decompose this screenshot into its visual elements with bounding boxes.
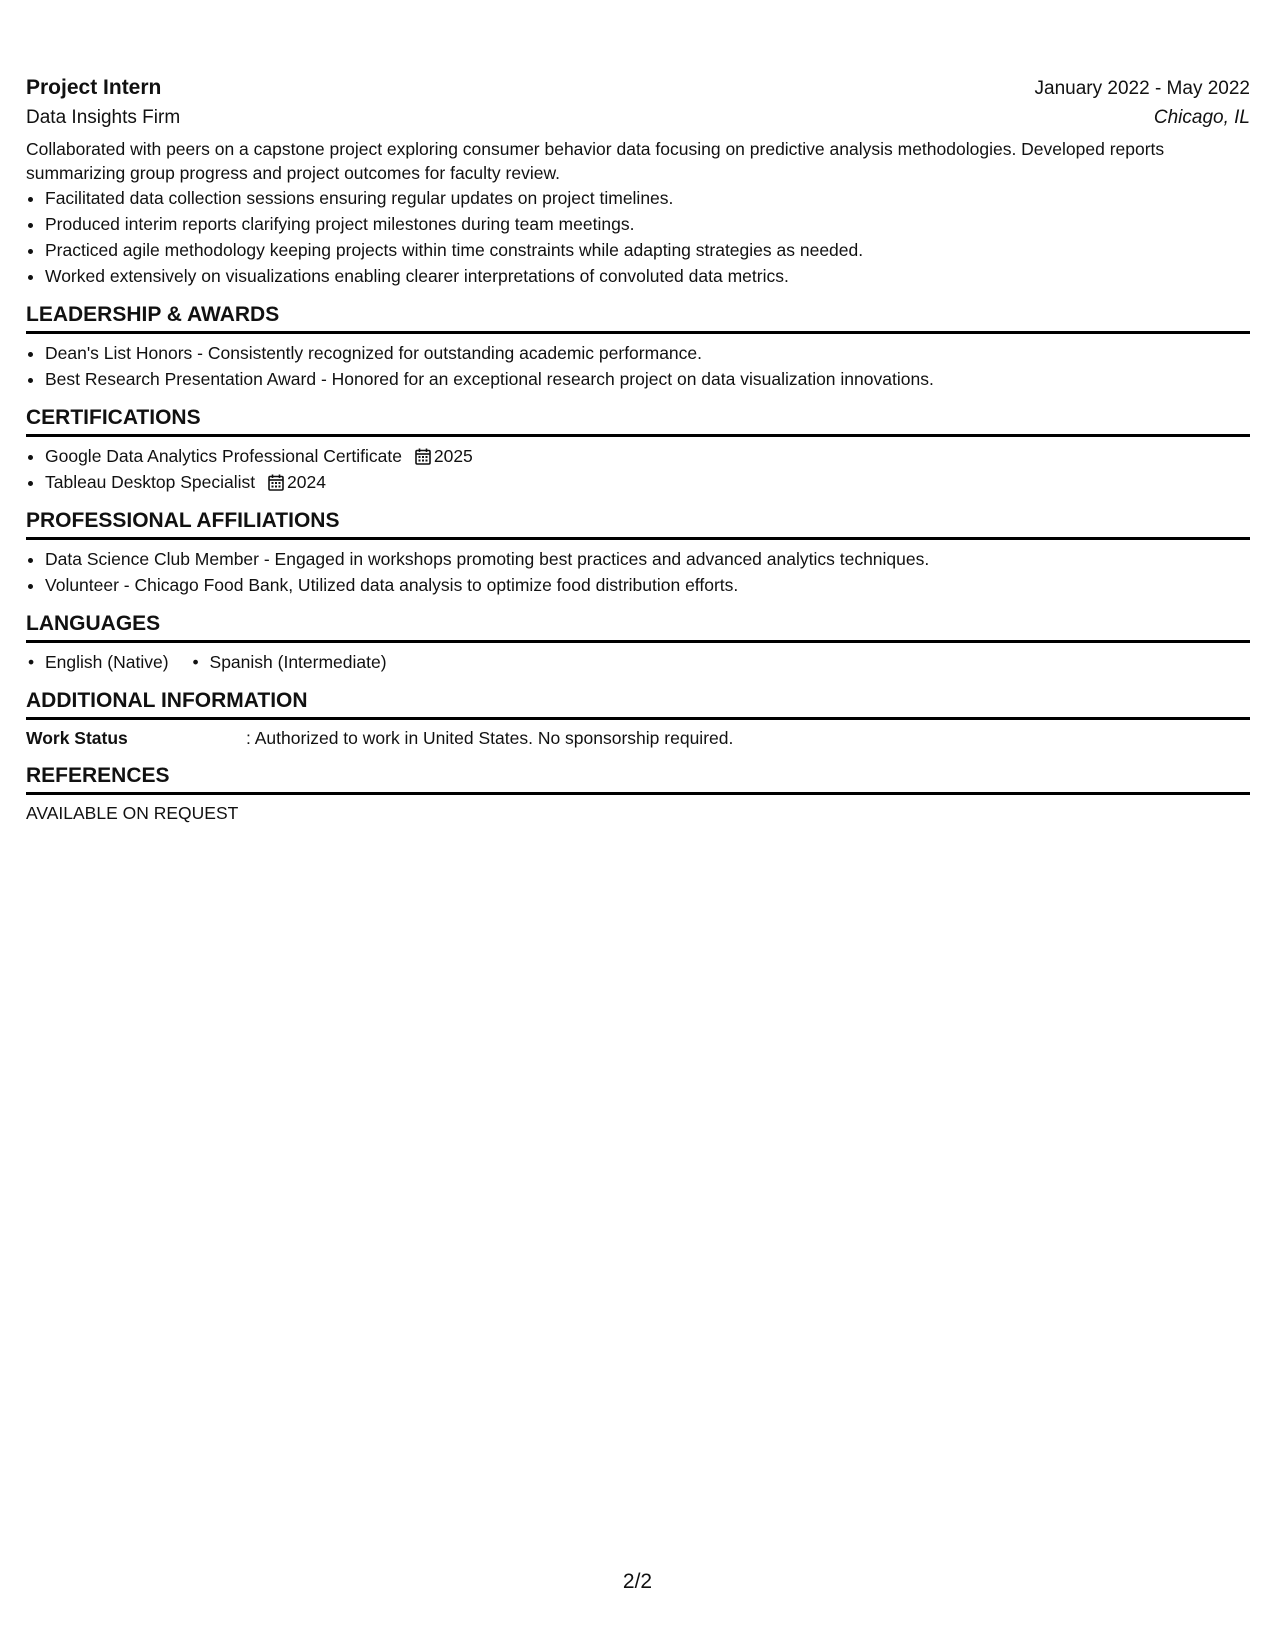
certification-item [45,469,1250,495]
language-item: • Spanish (Intermediate) [191,649,387,675]
calendar-icon [268,474,284,491]
references-text: AVAILABLE ON REQUEST [26,803,239,823]
job-location: Chicago, IL [1153,107,1250,128]
certification-name: Tableau Desktop Specialist [45,472,256,492]
references-section [26,764,1250,825]
section-title: ADDITIONAL INFORMATION [26,689,1250,720]
section-title: REFERENCES [26,764,1250,795]
section-title: LANGUAGES [26,612,1250,643]
job-dates: January 2022 - May 2022 [1034,78,1250,99]
job-bullet: • Practiced agile methodology keeping projects within time constraints while adapting strategies as needed. [45,237,1250,263]
work-status-label: Work Status [26,728,128,748]
job-title: Project Intern [26,76,162,99]
language-item: • English (Native) [26,649,169,675]
job-company: Data Insights Firm [26,107,181,128]
job-subheader [26,107,1250,129]
affiliations-list [26,546,1250,598]
work-status-value: : Authorized to work in United States. No sponsorship required. [246,728,734,748]
languages-section [26,612,1250,675]
experience-entry [26,76,1250,289]
job-bullet: • Facilitated data collection sessions ensuring regular updates on project timelines. [45,185,1250,211]
calendar-icon [415,448,431,465]
job-bullet: • Produced interim reports clarifying project milestones during team meetings. [45,211,1250,237]
job-summary: Collaborated with peers on a capstone project exploring consumer behavior data focusing on predictive analysis methodologies. Developed reports summarizing group progress and project outcomes for faculty review. [26,139,1165,183]
job-bullet: • Worked extensively on visualizations enabling clearer interpretations of convoluted data metrics. [45,263,1250,289]
leadership-list [26,340,1250,392]
list-item: • Volunteer - Chicago Food Bank, Utilized data analysis to optimize food distribution efforts. [45,572,1250,598]
languages-list [26,649,1250,675]
job-header [26,76,1250,100]
resume-page [26,76,1250,825]
certifications-section [26,406,1250,495]
leadership-section [26,303,1250,392]
certification-year: 2024 [287,472,326,492]
section-title: PROFESSIONAL AFFILIATIONS [26,509,1250,540]
certification-name: Google Data Analytics Professional Certificate [45,446,402,466]
additional-info-section [26,689,1250,750]
certification-year: 2025 [433,446,473,466]
list-item: • Best Research Presentation Award - Honored for an exceptional research project on data visualization innovations. [45,366,1250,392]
work-status-row [26,726,1250,750]
section-title: CERTIFICATIONS [26,406,1250,437]
affiliations-section [26,509,1250,598]
list-item: • Dean's List Honors - Consistently recognized for outstanding academic performance. [45,340,1250,366]
certifications-list [26,443,1250,495]
page-number: 2/2 [622,1570,653,1593]
job-bullets [26,185,1250,289]
list-item: • Data Science Club Member - Engaged in workshops promoting best practices and advanced analytics techniques. [45,546,1250,572]
section-title: LEADERSHIP & AWARDS [26,303,1250,334]
certification-item [45,443,1250,469]
